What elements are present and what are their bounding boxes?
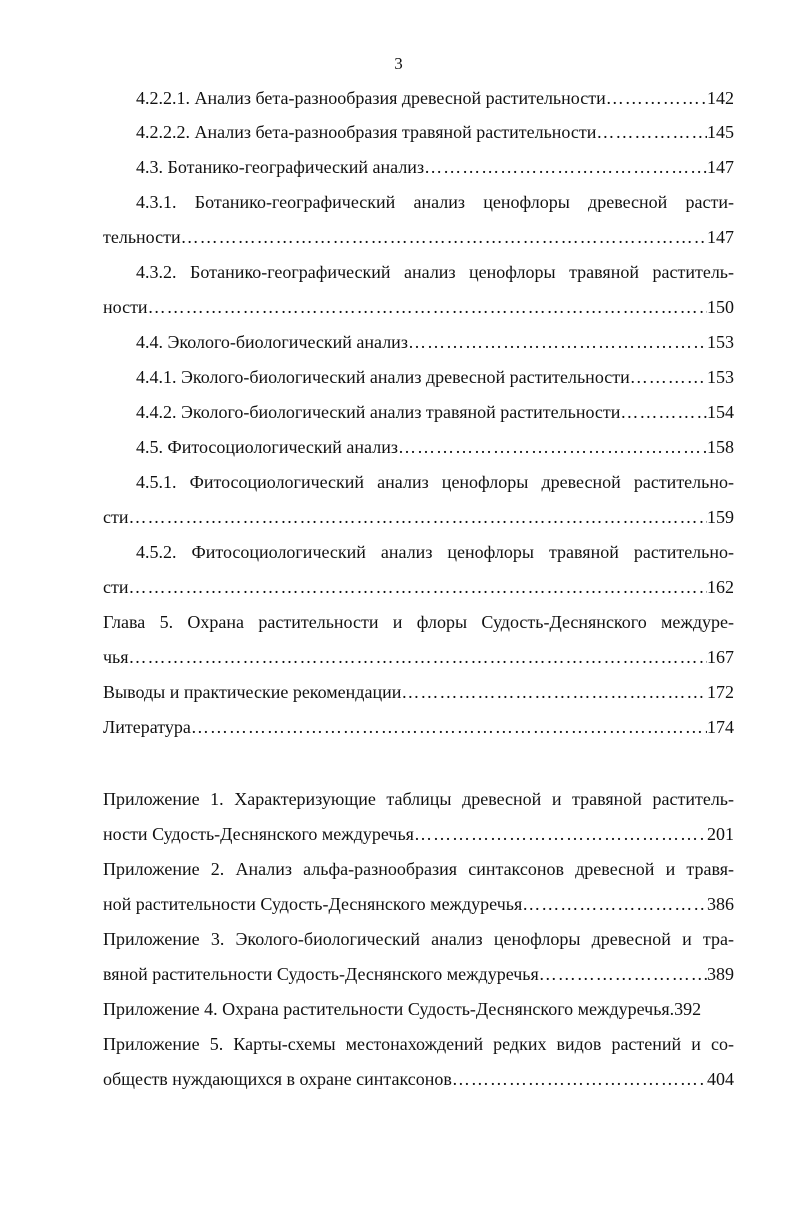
toc-entry: [136, 330, 734, 354]
toc-entry: [103, 715, 734, 739]
toc-entry: [136, 435, 734, 459]
toc-entry-title: 4.3. Ботанико-географический анализ: [136, 157, 425, 177]
toc-entry: [103, 295, 734, 319]
toc-entry-title: 4.5. Фитосоциологический анализ: [136, 437, 398, 457]
appendix-line1: Приложение 1. Характеризующие таблицы древесной и травяной раститель-: [103, 789, 734, 809]
page-number: 3: [394, 54, 403, 73]
toc-entry-page: 153: [707, 367, 734, 387]
toc-entry-page: 145: [707, 122, 734, 142]
toc-entry-line1: Глава 5. Охрана растительности и флоры Судость-Деснянского междуре-: [103, 612, 734, 632]
toc-entry-page: 153: [707, 332, 734, 352]
appendix-line1: Приложение 5. Карты-схемы местонахождений редких видов растений и со-: [103, 1034, 734, 1054]
appendix-page: 389: [707, 964, 734, 984]
appendix-title: ной растительности Судость-Деснянского междуречья: [103, 894, 523, 914]
toc-entry-page: 172: [707, 682, 734, 702]
toc-entry: [103, 645, 734, 669]
toc-entry-line1: 4.5.1. Фитосоциологический анализ ценофлоры древесной растительно-: [136, 472, 734, 492]
appendix-entry: [103, 1067, 734, 1091]
toc-entry: [103, 225, 734, 249]
toc-entry-page: 159: [707, 507, 734, 527]
appendix-page: 404: [707, 1069, 734, 1089]
toc-entry: [136, 155, 734, 179]
appendix-page: 201: [707, 824, 734, 844]
toc-entry: [136, 120, 734, 144]
appendix-line1: Приложение 2. Анализ альфа-разнообразия синтаксонов древесной и травя-: [103, 859, 734, 879]
toc-entry-page: 158: [707, 437, 734, 457]
toc-entry-title: сти: [103, 507, 129, 527]
appendix-line1: Приложение 3. Эколого-биологический анализ ценофлоры древесной и тра-: [103, 929, 734, 949]
toc-entry-title: сти: [103, 577, 129, 597]
toc-entry-title: Выводы и практические рекомендации: [103, 682, 402, 702]
toc-entry-title: 4.4.1. Эколого-биологический анализ древесной растительности: [136, 367, 630, 387]
appendix-title: обществ нуждающихся в охране синтаксонов: [103, 1069, 452, 1089]
toc-entry-page: 174: [707, 717, 734, 737]
toc-entry: [103, 575, 734, 599]
toc-entry-page: 142: [707, 88, 734, 108]
appendix-entry: Приложение 4. Охрана растительности Судость-Деснянского междуречья.392: [103, 999, 702, 1019]
toc-entry-page: 147: [707, 157, 734, 177]
toc-entry: [136, 400, 734, 424]
toc-entry: [103, 680, 734, 704]
appendix-entry: [103, 892, 734, 916]
toc-entry: [103, 505, 734, 529]
appendix-entry: [103, 962, 734, 986]
toc-entry: [136, 365, 734, 389]
toc-entry-page: 150: [707, 297, 734, 317]
toc-entry: [136, 86, 734, 110]
toc-entry-line1: 4.3.1. Ботанико-географический анализ ценофлоры древесной расти-: [136, 192, 734, 212]
toc-entry-title: 4.4. Эколого-биологический анализ: [136, 332, 408, 352]
toc-entry-title: ности: [103, 297, 148, 317]
toc-entry-line1: 4.5.2. Фитосоциологический анализ ценофлоры травяной растительно-: [136, 542, 734, 562]
toc-entry-title: тельности: [103, 227, 181, 247]
toc-entry-page: 162: [707, 577, 734, 597]
appendix-page: 386: [707, 894, 734, 914]
toc-entry-title: 4.2.2.1. Анализ бета-разнообразия древесной растительности: [136, 88, 606, 108]
toc-entry-page: 167: [707, 647, 734, 667]
toc-entry-title: Литература: [103, 717, 191, 737]
toc-entry-line1: 4.3.2. Ботанико-географический анализ ценофлоры травяной раститель-: [136, 262, 734, 282]
appendix-entry: [103, 822, 734, 846]
toc-entry-title: чья: [103, 647, 129, 667]
toc-entry-title: 4.4.2. Эколого-биологический анализ травяной растительности: [136, 402, 621, 422]
appendix-title: вяной растительности Судость-Деснянского междуречья: [103, 964, 539, 984]
toc-entry-title: 4.2.2.2. Анализ бета-разнообразия травяной растительности: [136, 122, 597, 142]
toc-entry-page: 147: [707, 227, 734, 247]
toc-entry-page: 154: [707, 402, 734, 422]
appendix-title: ности Судость-Деснянского междуречья: [103, 824, 414, 844]
